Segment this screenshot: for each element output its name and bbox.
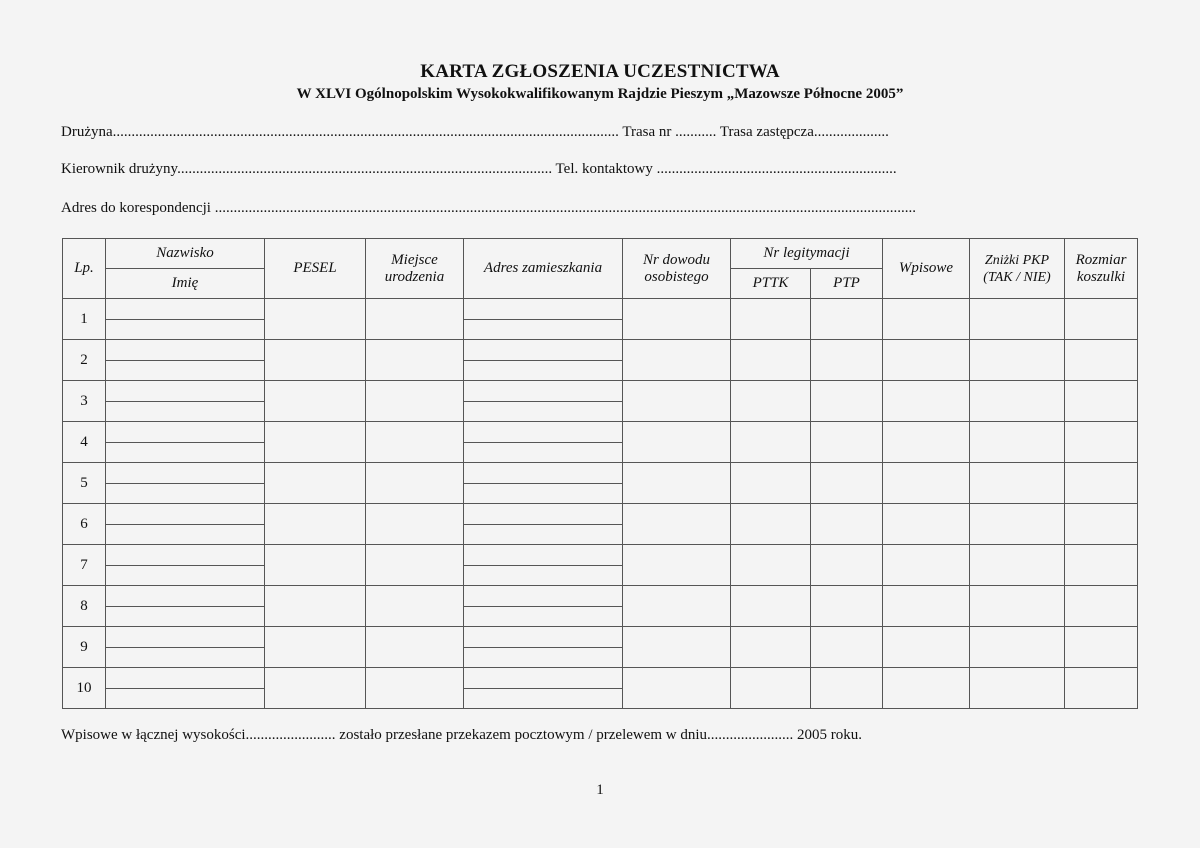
adres-cell-line1[interactable] xyxy=(464,627,623,648)
rozmiar-cell[interactable] xyxy=(1065,340,1138,381)
adres-cell-line1[interactable] xyxy=(464,422,623,443)
header-znizki-line2: (TAK / NIE) xyxy=(983,269,1051,285)
imie-cell[interactable] xyxy=(106,442,265,463)
nr-dowodu-cell[interactable] xyxy=(623,504,731,545)
table-row xyxy=(63,668,1138,689)
znizki-cell[interactable] xyxy=(970,340,1065,381)
row-number: 5 xyxy=(63,463,106,504)
table-row xyxy=(63,463,1138,484)
pttk-cell[interactable] xyxy=(731,381,811,422)
header-pttk: PTTK xyxy=(731,269,811,299)
team-leader-field-line: Kierownik drużyny.................................................................................................... Tel. kontaktowy ................................................................ xyxy=(61,161,897,177)
header-imie: Imię xyxy=(106,269,265,299)
row-number: 10 xyxy=(63,668,106,709)
table-row xyxy=(63,545,1138,566)
table-row xyxy=(63,340,1138,361)
header-lp: Lp. xyxy=(63,239,106,299)
adres-cell-line2[interactable] xyxy=(464,442,623,463)
header-pesel: PESEL xyxy=(265,239,366,299)
nr-dowodu-cell[interactable] xyxy=(623,545,731,586)
znizki-cell[interactable] xyxy=(970,422,1065,463)
team-field-line: Drużyna....................................................................................................................................... Trasa nr ........... Trasa zastępcza.................... xyxy=(61,124,889,140)
rozmiar-cell[interactable] xyxy=(1065,627,1138,668)
header-miejsce-line1: Miejsce xyxy=(391,251,438,268)
participants-table-body xyxy=(63,299,1138,709)
pesel-cell[interactable] xyxy=(265,627,366,668)
adres-cell-line1[interactable] xyxy=(464,504,623,525)
adres-cell-line2[interactable] xyxy=(464,319,623,340)
rozmiar-cell[interactable] xyxy=(1065,668,1138,709)
adres-cell-line1[interactable] xyxy=(464,381,623,402)
wpisowe-cell[interactable] xyxy=(883,299,970,340)
row-number: 9 xyxy=(63,627,106,668)
imie-cell[interactable] xyxy=(106,401,265,422)
ptp-cell[interactable] xyxy=(811,299,883,340)
header-miejsce-urodzenia xyxy=(366,239,464,299)
znizki-cell[interactable] xyxy=(970,381,1065,422)
wpisowe-cell[interactable] xyxy=(883,545,970,586)
nazwisko-cell[interactable] xyxy=(106,463,265,484)
imie-cell[interactable] xyxy=(106,524,265,545)
nr-dowodu-cell[interactable] xyxy=(623,668,731,709)
wpisowe-cell[interactable] xyxy=(883,504,970,545)
wpisowe-cell[interactable] xyxy=(883,627,970,668)
wpisowe-cell[interactable] xyxy=(883,586,970,627)
header-ptp: PTP xyxy=(811,269,883,299)
miejsce-urodzenia-cell[interactable] xyxy=(366,545,464,586)
table-row xyxy=(63,627,1138,648)
row-number: 1 xyxy=(63,299,106,340)
rozmiar-cell[interactable] xyxy=(1065,504,1138,545)
header-adres: Adres zamieszkania xyxy=(464,239,623,299)
pttk-cell[interactable] xyxy=(731,586,811,627)
miejsce-urodzenia-cell[interactable] xyxy=(366,504,464,545)
pesel-cell[interactable] xyxy=(265,340,366,381)
adres-cell-line2[interactable] xyxy=(464,647,623,668)
imie-cell[interactable] xyxy=(106,565,265,586)
table-row xyxy=(63,504,1138,525)
nazwisko-cell[interactable] xyxy=(106,381,265,402)
znizki-cell[interactable] xyxy=(970,545,1065,586)
miejsce-urodzenia-cell[interactable] xyxy=(366,586,464,627)
nr-dowodu-cell[interactable] xyxy=(623,299,731,340)
address-field-line: Adres do korespondencji ........................................................................................................................................................................................... xyxy=(61,200,916,216)
miejsce-urodzenia-cell[interactable] xyxy=(366,463,464,504)
imie-cell[interactable] xyxy=(106,360,265,381)
pttk-cell[interactable] xyxy=(731,463,811,504)
imie-cell[interactable] xyxy=(106,647,265,668)
imie-cell[interactable] xyxy=(106,688,265,709)
ptp-cell[interactable] xyxy=(811,422,883,463)
miejsce-urodzenia-cell[interactable] xyxy=(366,381,464,422)
rozmiar-cell[interactable] xyxy=(1065,545,1138,586)
adres-cell-line2[interactable] xyxy=(464,606,623,627)
imie-cell[interactable] xyxy=(106,319,265,340)
pesel-cell[interactable] xyxy=(265,668,366,709)
pttk-cell[interactable] xyxy=(731,545,811,586)
miejsce-urodzenia-cell[interactable] xyxy=(366,340,464,381)
header-rozmiar-line2: koszulki xyxy=(1076,268,1126,285)
header-nr-dowodu xyxy=(623,239,731,299)
pttk-cell[interactable] xyxy=(731,340,811,381)
header-wpisowe: Wpisowe xyxy=(883,239,970,299)
row-number: 4 xyxy=(63,422,106,463)
footer-payment-line: Wpisowe w łącznej wysokości........................ zostało przesłane przekazem pocztowym / przelewem w dniu....................... 2005 roku. xyxy=(61,727,863,743)
miejsce-urodzenia-cell[interactable] xyxy=(366,627,464,668)
ptp-cell[interactable] xyxy=(811,463,883,504)
adres-cell-line2[interactable] xyxy=(464,401,623,422)
form-subtitle: W XLVI Ogólnopolskim Wysokokwalifikowanym Rajdzie Pieszym „Mazowsze Północne 2005” xyxy=(296,86,904,102)
znizki-cell[interactable] xyxy=(970,627,1065,668)
adres-cell-line2[interactable] xyxy=(464,524,623,545)
imie-cell[interactable] xyxy=(106,483,265,504)
wpisowe-cell[interactable] xyxy=(883,668,970,709)
pttk-cell[interactable] xyxy=(731,504,811,545)
rozmiar-cell[interactable] xyxy=(1065,299,1138,340)
header-nr-legitymacji: Nr legitymacji xyxy=(731,239,883,269)
ptp-cell[interactable] xyxy=(811,381,883,422)
pesel-cell[interactable] xyxy=(265,463,366,504)
znizki-cell[interactable] xyxy=(970,668,1065,709)
znizki-cell[interactable] xyxy=(970,299,1065,340)
nr-dowodu-cell[interactable] xyxy=(623,422,731,463)
nr-dowodu-cell[interactable] xyxy=(623,340,731,381)
header-miejsce-line2: urodzenia xyxy=(384,268,445,285)
pesel-cell[interactable] xyxy=(265,299,366,340)
adres-cell-line2[interactable] xyxy=(464,360,623,381)
header-rozmiar-koszulki xyxy=(1065,239,1138,299)
pttk-cell[interactable] xyxy=(731,299,811,340)
adres-cell-line1[interactable] xyxy=(464,586,623,607)
nazwisko-cell[interactable] xyxy=(106,299,265,320)
adres-cell-line2[interactable] xyxy=(464,483,623,504)
miejsce-urodzenia-cell[interactable] xyxy=(366,299,464,340)
nr-dowodu-cell[interactable] xyxy=(623,381,731,422)
header-nazwisko: Nazwisko xyxy=(106,239,265,269)
pesel-cell[interactable] xyxy=(265,504,366,545)
wpisowe-cell[interactable] xyxy=(883,422,970,463)
header-rozmiar-line1: Rozmiar xyxy=(1075,251,1127,268)
nazwisko-cell[interactable] xyxy=(106,586,265,607)
nazwisko-cell[interactable] xyxy=(106,422,265,443)
pttk-cell[interactable] xyxy=(731,627,811,668)
page-number: 1 xyxy=(596,782,604,798)
ptp-cell[interactable] xyxy=(811,627,883,668)
adres-cell-line1[interactable] xyxy=(464,463,623,484)
nazwisko-cell[interactable] xyxy=(106,627,265,648)
row-number: 7 xyxy=(63,545,106,586)
nr-dowodu-cell[interactable] xyxy=(623,586,731,627)
participants-table xyxy=(62,238,1138,709)
row-number: 6 xyxy=(63,504,106,545)
pesel-cell[interactable] xyxy=(265,545,366,586)
adres-cell-line2[interactable] xyxy=(464,688,623,709)
pttk-cell[interactable] xyxy=(731,422,811,463)
nazwisko-cell[interactable] xyxy=(106,504,265,525)
znizki-cell[interactable] xyxy=(970,586,1065,627)
rozmiar-cell[interactable] xyxy=(1065,381,1138,422)
ptp-cell[interactable] xyxy=(811,668,883,709)
pesel-cell[interactable] xyxy=(265,422,366,463)
adres-cell-line1[interactable] xyxy=(464,340,623,361)
ptp-cell[interactable] xyxy=(811,340,883,381)
ptp-cell[interactable] xyxy=(811,545,883,586)
nazwisko-cell[interactable] xyxy=(106,668,265,689)
adres-cell-line1[interactable] xyxy=(464,545,623,566)
nazwisko-cell[interactable] xyxy=(106,340,265,361)
table-row xyxy=(63,381,1138,402)
ptp-cell[interactable] xyxy=(811,586,883,627)
rozmiar-cell[interactable] xyxy=(1065,586,1138,627)
form-title: KARTA ZGŁOSZENIA UCZESTNICTWA xyxy=(420,61,780,82)
pesel-cell[interactable] xyxy=(265,586,366,627)
nazwisko-cell[interactable] xyxy=(106,545,265,566)
header-dowod-line2: osobistego xyxy=(644,268,709,285)
adres-cell-line1[interactable] xyxy=(464,299,623,320)
znizki-cell[interactable] xyxy=(970,463,1065,504)
pesel-cell[interactable] xyxy=(265,381,366,422)
table-row xyxy=(63,586,1138,607)
table-row xyxy=(63,422,1138,443)
rozmiar-cell[interactable] xyxy=(1065,422,1138,463)
row-number: 3 xyxy=(63,381,106,422)
adres-cell-line2[interactable] xyxy=(464,565,623,586)
header-znizki-pkp xyxy=(970,239,1065,299)
nr-dowodu-cell[interactable] xyxy=(623,627,731,668)
header-znizki-line1: Zniżki PKP xyxy=(984,252,1050,268)
wpisowe-cell[interactable] xyxy=(883,463,970,504)
rozmiar-cell[interactable] xyxy=(1065,463,1138,504)
row-number: 2 xyxy=(63,340,106,381)
imie-cell[interactable] xyxy=(106,606,265,627)
miejsce-urodzenia-cell[interactable] xyxy=(366,422,464,463)
pttk-cell[interactable] xyxy=(731,668,811,709)
wpisowe-cell[interactable] xyxy=(883,381,970,422)
adres-cell-line1[interactable] xyxy=(464,668,623,689)
nr-dowodu-cell[interactable] xyxy=(623,463,731,504)
wpisowe-cell[interactable] xyxy=(883,340,970,381)
header-dowod-line1: Nr dowodu xyxy=(642,251,711,268)
znizki-cell[interactable] xyxy=(970,504,1065,545)
table-row xyxy=(63,299,1138,320)
ptp-cell[interactable] xyxy=(811,504,883,545)
miejsce-urodzenia-cell[interactable] xyxy=(366,668,464,709)
row-number: 8 xyxy=(63,586,106,627)
